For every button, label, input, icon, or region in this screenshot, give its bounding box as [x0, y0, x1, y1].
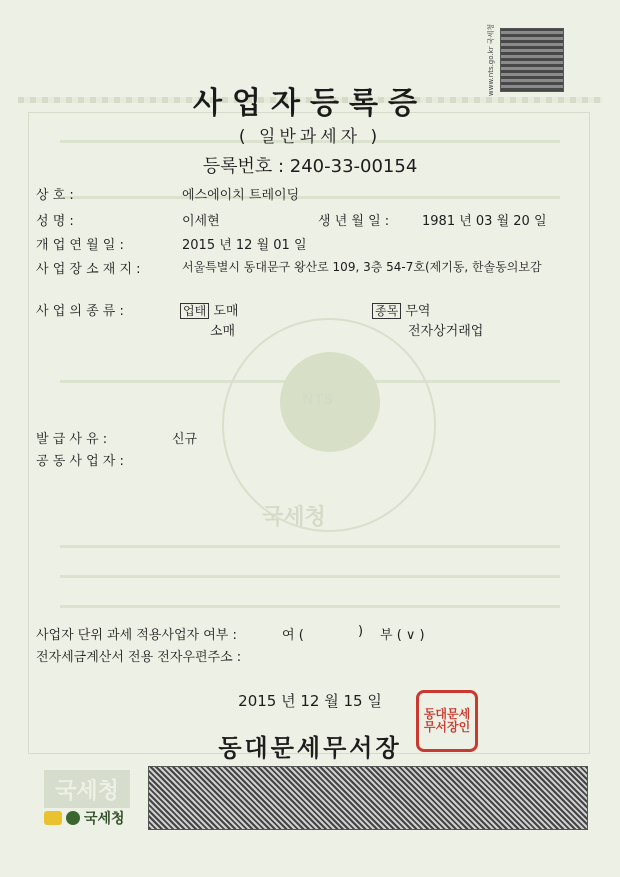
issue-reason-label: 발 급 사 유 : [36, 432, 108, 447]
name-label: 성 명 : [36, 214, 74, 229]
document-title: 사업자등록증 [193, 86, 427, 121]
business-item-row [372, 300, 430, 319]
business-item-1: 무역 [405, 304, 431, 319]
official-stamp-icon: 동대문세무서장인 [416, 690, 478, 752]
unit-tax-no: 부 ( ∨ ) [380, 628, 425, 643]
email-label: 전자세금계산서 전용 전자우편주소 : [36, 650, 242, 665]
background-line [60, 605, 560, 608]
document-subtitle: ( 일반과세자 ) [238, 127, 382, 147]
logo-mark-icon [44, 811, 62, 825]
background-line [60, 196, 560, 199]
nts-logo-box: 국세청 [44, 770, 130, 808]
birth-value: 1981 년 03 월 20 일 [422, 214, 547, 229]
issue-reason-value: 신규 [172, 432, 198, 447]
unit-tax-label: 사업자 단위 과세 적용사업자 여부 : [36, 628, 237, 643]
flower-icon [66, 811, 80, 825]
name-value: 이세현 [182, 214, 220, 229]
trade-name-value: 에스에이치 트레이딩 [182, 188, 300, 203]
tax-office-name: 동대문세무서장 [218, 734, 402, 762]
address-value: 서울특별시 동대문구 왕산로 109, 3층 54-7호(제기동, 한솔동의보감 [182, 260, 542, 274]
security-barcode-icon [148, 766, 588, 830]
business-type-2: 소매 [210, 324, 236, 339]
open-date-label: 개 업 연 월 일 : [36, 238, 124, 253]
registration-number-label: 등록번호 : [202, 156, 285, 177]
unit-tax-yes: 여 ( [282, 628, 304, 643]
business-item-2: 전자상거래업 [408, 324, 484, 339]
watermark-nts: NTS [302, 392, 334, 408]
business-type-row [180, 300, 238, 319]
registration-number-value: 240-33-00154 [289, 156, 418, 177]
unit-tax-yes-close: ) [358, 624, 364, 639]
qr-side-text: www.nts.go.kr 국세청 [487, 23, 495, 96]
business-type-1: 도매 [213, 304, 239, 319]
address-label: 사 업 장 소 재 지 : [36, 262, 141, 277]
business-type-label: 사 업 의 종 류 : [36, 304, 124, 319]
watermark-text: 국세청 [262, 505, 326, 530]
trade-name-label: 상 호 : [36, 188, 74, 203]
joint-business-label: 공 동 사 업 자 : [36, 454, 124, 469]
background-line [60, 545, 560, 548]
nts-logo [44, 808, 125, 828]
issue-date: 2015 년 12 월 15 일 [238, 692, 382, 710]
background-line [60, 575, 560, 578]
open-date-value: 2015 년 12 월 01 일 [182, 238, 307, 253]
registration-number [0, 152, 620, 178]
business-item-box: 종목 [372, 303, 401, 319]
business-type-box: 업태 [180, 303, 209, 319]
logo-text: 국세청 [84, 811, 125, 827]
birth-label: 생 년 월 일 : [318, 214, 390, 229]
